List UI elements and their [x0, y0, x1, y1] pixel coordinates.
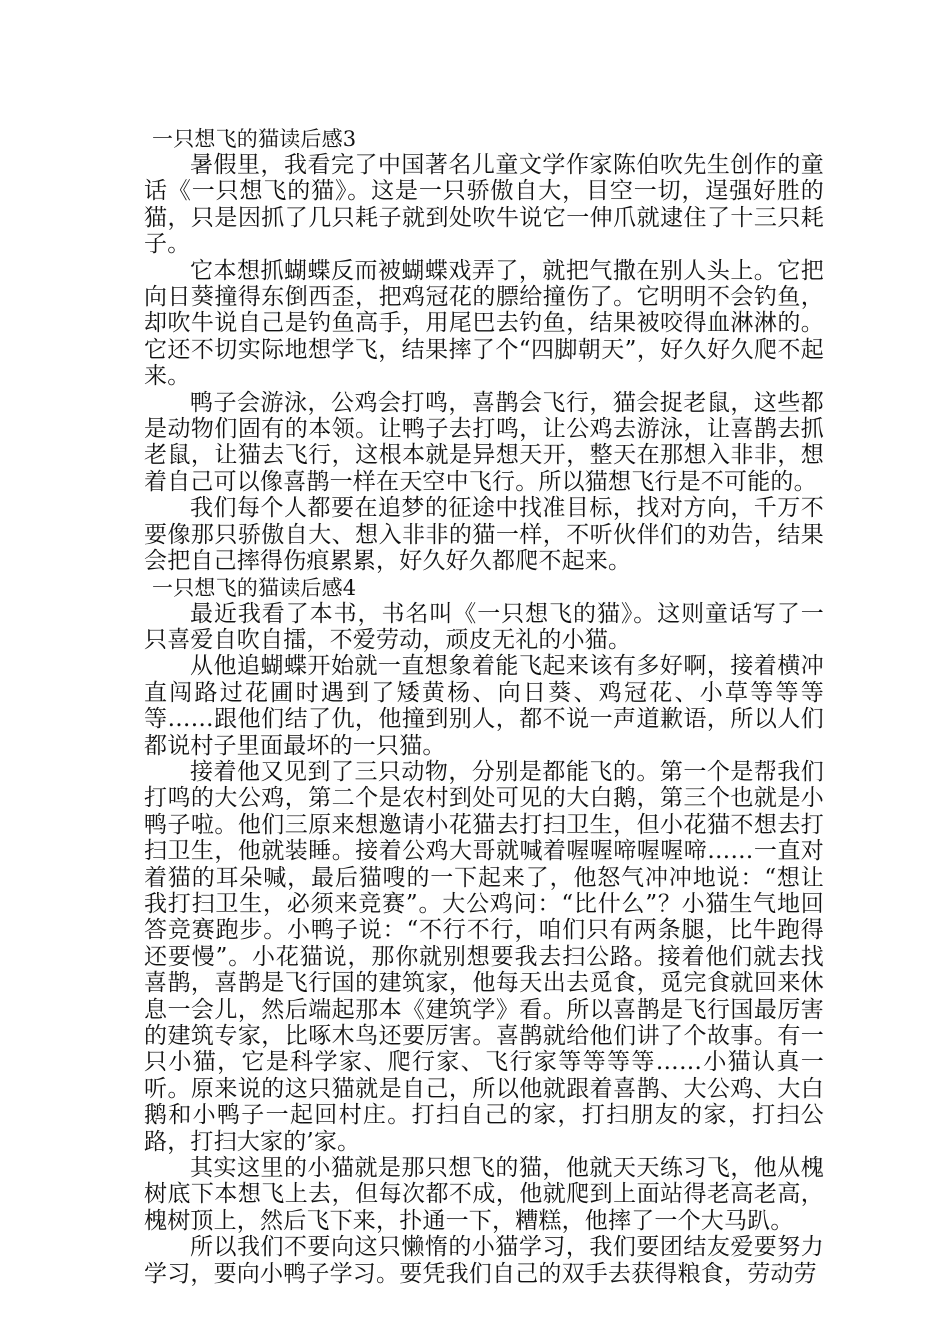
paragraph: 暑假里，我看完了中国著名儿童文学作家陈伯吹先生创作的童话《一只想飞的猫》。这是一只骄傲自大，目空一切，逞强好胜的猫，只是因抓了几只耗子就到处吹牛说它一伸爪就逮住了十三只耗子。 — [144, 152, 824, 258]
document-body — [144, 126, 824, 1287]
paragraph: 从他追蝴蝶开始就一直想象着能飞起来该有多好啊，接着横冲直闯路过花圃时遇到了矮黄杨、向日葵、鸡冠花、小草等等等等……跟他们结了仇，他撞到别人，都不说一声道歉语，所以人们都说村子里面最坏的一只猫。 — [144, 653, 824, 759]
paragraph: 接着他又见到了三只动物，分别是都能飞的。第一个是帮我们打鸣的大公鸡，第二个是农村到处可见的大白鹅，第三个也就是小鸭子啦。他们三原来想邀请小花猫去打扫卫生，但小花猫不想去打扫卫生，他就装睡。接着公鸡大哥就喊着喔喔啼喔喔啼……一直对着猫的耳朵喊，最后猫嗖的一下起来了，他怒气冲冲地说：“想让我打扫卫生，必须来竞赛”。大公鸡问：“比什么”？小猫生气地回答竞赛跑步。小鸭子说：“不行不行，咱们只有两条腿，比牛跑得还要慢”。小花猫说，那你就别想要我去扫公路。接着他们就去找喜鹊，喜鹊是飞行国的建筑家，他每天出去觅食，觅完食就回来休息一会儿，然后端起那本《建筑学》看。所以喜鹊是飞行国最厉害的建筑专家，比啄木鸟还要厉害。喜鹊就给他们讲了个故事。有一只小猫，它是科学家、爬行家、飞行家等等等等……小猫认真一听。原来说的这只猫就是自己，所以他就跟着喜鹊、大公鸡、大白鹅和小鸭子一起回村庄。打扫自己的家，打扫朋友的家，打扫公路，打扫大家的’家。 — [144, 758, 824, 1155]
paragraph: 我们每个人都要在追梦的征途中找准目标，找对方向，千万不要像那只骄傲自大、想入非非的猫一样，不听伙伴们的劝告，结果会把自己摔得伤痕累累，好久好久都爬不起来。 — [144, 495, 824, 575]
paragraph: 所以我们不要向这只懒惰的小猫学习，我们要团结友爱要努力学习，要向小鸭子学习。要凭我们自己的双手去获得粮食，劳动劳 — [144, 1234, 824, 1287]
section-heading: 一只想飞的猫读后感4 — [152, 575, 357, 600]
paragraph: 其实这里的小猫就是那只想飞的猫，他就天天练习飞，他从槐树底下本想飞上去，但每次都不成，他就爬到上面站得老高老高，槐树顶上，然后飞下来，扑通一下，糟糕，他摔了一个大马趴。 — [144, 1155, 824, 1234]
paragraph: 它本想抓蝴蝶反而被蝴蝶戏弄了，就把气撒在别人头上。它把向日葵撞得东倒西歪，把鸡冠花的膘给撞伤了。它明明不会钓鱼，却吹牛说自己是钓鱼高手，用尾巴去钓鱼，结果被咬得血淋淋的。它还不切实际地想学飞，结果摔了个“四脚朝天”，好久好久爬不起来。 — [144, 257, 824, 390]
paragraph: 鸭子会游泳，公鸡会打鸣，喜鹊会飞行，猫会捉老鼠，这些都是动物们固有的本领。让鸭子去打鸣，让公鸡去游泳，让喜鹊去抓老鼠，让猫去飞行，这根本就是异想天开，整天在那想入非非，想着自己可以像喜鹊一样在天空中飞行。所以猫想飞行是不可能的。 — [144, 389, 824, 495]
paragraph: 最近我看了本书，书名叫《一只想飞的猫》。这则童话写了一只喜爱自吹自擂，不爱劳动，顽皮无礼的小猫。 — [144, 600, 824, 653]
section-heading: 一只想飞的猫读后感3 — [152, 127, 357, 151]
